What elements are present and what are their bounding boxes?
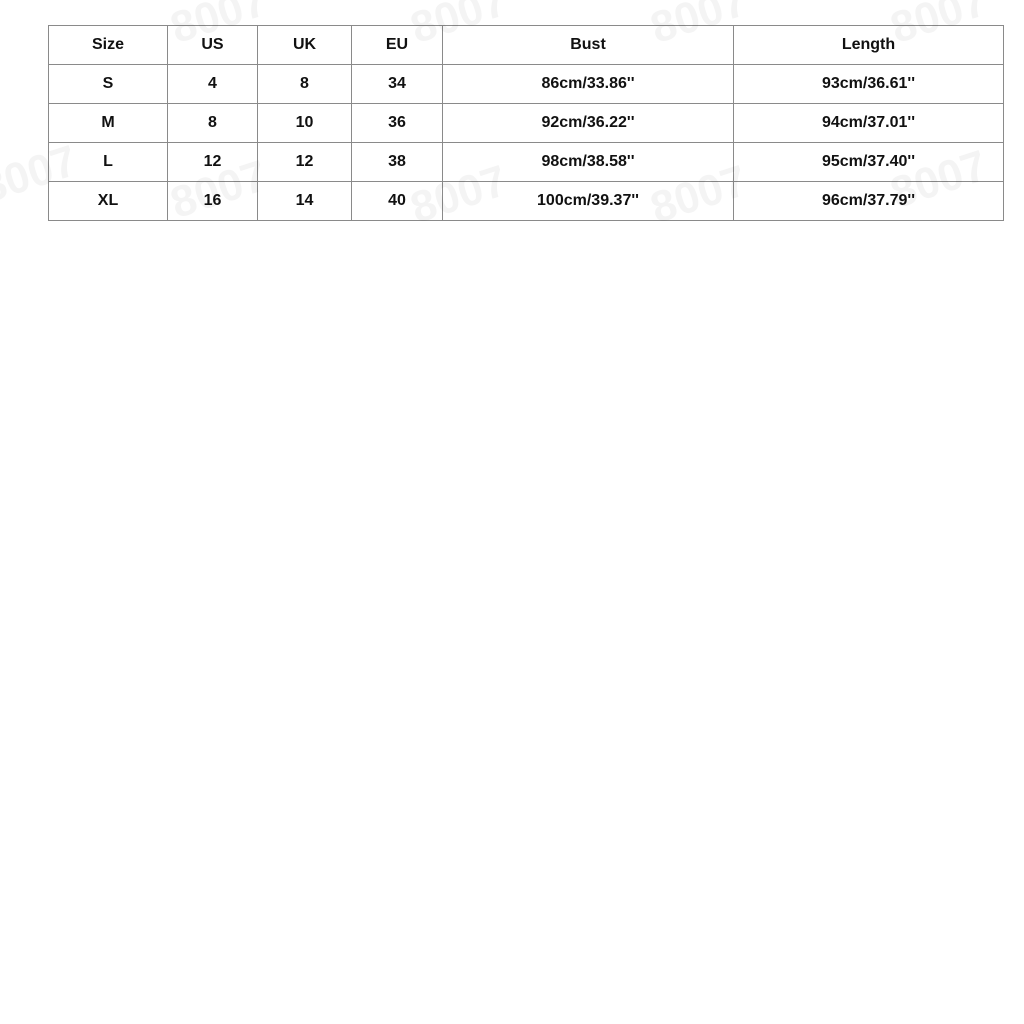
table-row [49, 182, 1004, 221]
cell-eu: 34 [352, 65, 443, 104]
cell-bust: 92cm/36.22'' [443, 104, 734, 143]
header-eu: EU [352, 26, 443, 65]
cell-uk: 12 [258, 143, 352, 182]
cell-eu: 36 [352, 104, 443, 143]
cell-size: XL [49, 182, 168, 221]
table-row [49, 65, 1004, 104]
cell-size: S [49, 65, 168, 104]
cell-us: 12 [168, 143, 258, 182]
header-length: Length [734, 26, 1004, 65]
header-bust: Bust [443, 26, 734, 65]
header-us: US [168, 26, 258, 65]
cell-length: 96cm/37.79'' [734, 182, 1004, 221]
cell-bust: 86cm/33.86'' [443, 65, 734, 104]
cell-eu: 38 [352, 143, 443, 182]
table-header-row [49, 26, 1004, 65]
cell-length: 95cm/37.40'' [734, 143, 1004, 182]
table-row [49, 104, 1004, 143]
cell-size: M [49, 104, 168, 143]
cell-us: 16 [168, 182, 258, 221]
cell-size: L [49, 143, 168, 182]
cell-bust: 100cm/39.37'' [443, 182, 734, 221]
cell-uk: 8 [258, 65, 352, 104]
cell-us: 8 [168, 104, 258, 143]
cell-length: 94cm/37.01'' [734, 104, 1004, 143]
header-size: Size [49, 26, 168, 65]
cell-us: 4 [168, 65, 258, 104]
cell-eu: 40 [352, 182, 443, 221]
cell-uk: 10 [258, 104, 352, 143]
cell-bust: 98cm/38.58'' [443, 143, 734, 182]
cell-uk: 14 [258, 182, 352, 221]
header-uk: UK [258, 26, 352, 65]
cell-length: 93cm/36.61'' [734, 65, 1004, 104]
table-row [49, 143, 1004, 182]
size-chart-table [48, 25, 1004, 221]
